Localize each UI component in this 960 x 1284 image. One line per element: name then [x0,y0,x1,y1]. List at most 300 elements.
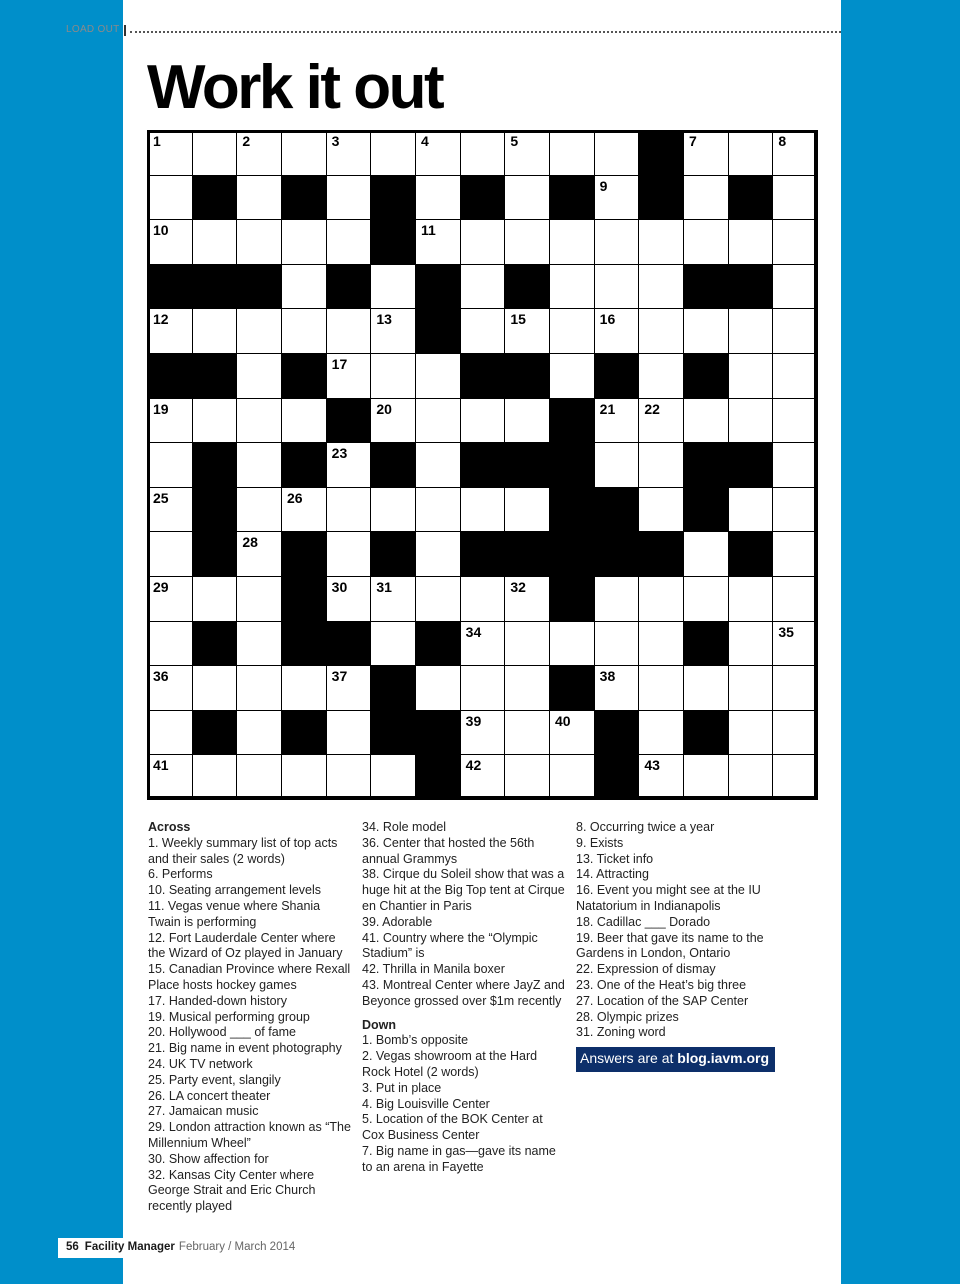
grid-block [728,531,774,577]
grid-cell[interactable] [326,175,372,221]
clue-number: 20 [376,400,392,417]
section-divider-bar [124,25,126,36]
grid-cell[interactable] [549,308,595,354]
grid-cell[interactable] [281,398,327,444]
grid-cell[interactable] [772,353,818,399]
right-accent-band [841,0,960,1284]
grid-cell[interactable] [281,665,327,711]
grid-cell[interactable] [460,665,506,711]
clue-number: 13 [376,311,392,328]
grid-cell[interactable] [638,487,684,533]
grid-cell[interactable] [192,219,238,265]
clue-number: 41 [153,757,169,774]
grid-cell[interactable] [415,353,461,399]
grid-block [326,621,372,667]
grid-cell[interactable] [638,353,684,399]
grid-cell[interactable] [326,130,372,176]
grid-block [326,264,372,310]
grid-block [415,308,461,354]
grid-cell[interactable] [772,576,818,622]
across-clue: 38. Cirque du Soleil show that was a huge hit at the Big Top tent at Cirque en Chantier in Paris [362,867,565,913]
clue-number: 10 [153,222,169,239]
clue-number: 4 [421,133,429,149]
across-clue: 42. Thrilla in Manila boxer [362,962,505,977]
grid-cell[interactable] [415,219,461,265]
clues-column-1 [148,820,353,1215]
across-clue: 25. Party event, slangily [148,1072,281,1087]
grid-block [415,754,461,800]
down-clue: 13. Ticket info [576,851,654,866]
across-clue: 36. Center that hosted the 56th annual Grammys [362,835,535,866]
grid-cell[interactable] [147,621,193,667]
grid-block [192,621,238,667]
grid-block [326,398,372,444]
grid-cell[interactable] [415,576,461,622]
down-clue: 4. Big Louisville Center [362,1096,490,1111]
grid-cell[interactable] [594,175,640,221]
clue-number: 29 [153,579,169,595]
grid-cell[interactable] [147,531,193,577]
across-clue: 19. Musical performing group [148,1009,310,1024]
clue-number: 16 [599,311,616,328]
clue-number: 11 [421,222,436,239]
grid-cell[interactable] [326,219,372,265]
grid-cell[interactable] [415,531,461,577]
grid-cell[interactable] [281,130,327,176]
clue-number: 12 [153,311,169,328]
grid-cell[interactable] [370,398,416,444]
grid-block [460,531,506,577]
grid-cell[interactable] [549,754,595,800]
across-clue: 43. Montreal Center where JayZ and Beyonce grossed over $1m recently [362,977,565,1008]
grid-cell[interactable] [460,308,506,354]
across-clue: 15. Canadian Province where Rexall Place hosts hockey games [148,962,351,992]
grid-cell[interactable] [370,754,416,800]
clue-number: 42 [465,757,482,774]
grid-cell[interactable] [415,175,461,221]
grid-cell[interactable] [326,442,372,488]
down-heading: Down [362,1017,397,1032]
grid-block [504,353,550,399]
grid-cell[interactable] [460,576,506,622]
grid-cell[interactable] [460,398,506,444]
grid-cell[interactable] [281,308,327,354]
grid-cell[interactable] [638,308,684,354]
clues-column-2 [362,820,567,1176]
grid-block [460,353,506,399]
grid-cell[interactable] [772,219,818,265]
grid-block [415,710,461,756]
grid-block [192,175,238,221]
clue-number: 31 [376,579,392,595]
across-clue: 24. UK TV network [148,1056,253,1071]
grid-cell[interactable] [728,621,774,667]
grid-cell[interactable] [192,308,238,354]
grid-cell[interactable] [236,754,282,800]
down-clue: 3. Put in place [362,1080,442,1095]
grid-cell[interactable] [147,487,193,533]
grid-cell[interactable] [370,353,416,399]
down-clue: 18. Cadillac ___ Dorado [576,914,711,929]
grid-block [504,264,550,310]
grid-cell[interactable] [594,308,640,354]
grid-block [638,175,684,221]
down-clue: 8. Occurring twice a year [576,820,715,834]
grid-cell[interactable] [728,754,774,800]
grid-cell[interactable] [370,487,416,533]
down-clue: 23. One of the Heat’s big three [576,977,747,992]
grid-cell[interactable] [370,264,416,310]
grid-cell[interactable] [772,754,818,800]
grid-cell[interactable] [281,754,327,800]
across-clue: 27. Jamaican music [148,1104,259,1119]
grid-cell[interactable] [504,576,550,622]
clue-number: 9 [599,177,608,194]
grid-cell[interactable] [772,665,818,711]
across-heading: Across [148,820,191,834]
grid-block [683,710,729,756]
grid-cell[interactable] [504,130,550,176]
grid-block [683,353,729,399]
grid-block [549,665,595,711]
grid-block [594,487,640,533]
grid-cell[interactable] [460,621,506,667]
grid-cell[interactable] [236,621,282,667]
grid-block [192,710,238,756]
grid-cell[interactable] [549,621,595,667]
grid-block [549,576,595,622]
grid-cell[interactable] [549,353,595,399]
grid-block [683,442,729,488]
down-clue: 14. Attracting [576,867,649,882]
grid-cell[interactable] [147,710,193,756]
grid-cell[interactable] [147,130,193,176]
grid-cell[interactable] [236,219,282,265]
across-clue: 26. LA concert theater [148,1088,271,1103]
grid-cell[interactable] [638,665,684,711]
across-clue: 17. Handed-down history [148,993,287,1008]
grid-cell[interactable] [683,130,729,176]
clue-number: 17 [331,356,348,372]
grid-cell[interactable] [683,398,729,444]
grid-block [549,442,595,488]
grid-cell[interactable] [594,130,640,176]
grid-block [281,353,327,399]
grid-cell[interactable] [236,175,282,221]
clue-number: 37 [331,668,348,685]
grid-cell[interactable] [192,754,238,800]
across-clue: 34. Role model [362,820,447,834]
grid-cell[interactable] [549,710,595,756]
grid-cell[interactable] [415,442,461,488]
grid-cell[interactable] [504,398,550,444]
grid-cell[interactable] [236,531,282,577]
grid-cell[interactable] [236,710,282,756]
grid-cell[interactable] [236,576,282,622]
grid-cell[interactable] [504,308,550,354]
grid-block [192,531,238,577]
clue-number: 15 [510,311,526,328]
grid-cell[interactable] [370,621,416,667]
grid-cell[interactable] [236,398,282,444]
down-clue: 22. Expression of dismay [576,962,716,977]
grid-cell[interactable] [415,487,461,533]
grid-cell[interactable] [415,398,461,444]
grid-block [638,130,684,176]
grid-block [594,710,640,756]
answers-link-box[interactable] [576,1047,775,1072]
grid-cell[interactable] [460,219,506,265]
grid-cell[interactable] [460,264,506,310]
clue-number: 30 [331,579,348,595]
grid-cell[interactable] [236,130,282,176]
grid-block [683,621,729,667]
across-clue: 1. Weekly summary list of top acts and their sales (2 words) [148,835,338,866]
grid-cell[interactable] [281,219,327,265]
grid-cell[interactable] [192,665,238,711]
grid-cell[interactable] [638,621,684,667]
grid-cell[interactable] [460,130,506,176]
grid-cell[interactable] [594,665,640,711]
down-clue-list-continued [576,820,781,1041]
grid-cell[interactable] [326,710,372,756]
grid-block [281,621,327,667]
grid-cell[interactable] [594,442,640,488]
grid-cell[interactable] [594,398,640,444]
grid-cell[interactable] [638,398,684,444]
grid-cell[interactable] [370,130,416,176]
grid-block [549,531,595,577]
grid-cell[interactable] [281,264,327,310]
grid-block [370,442,416,488]
grid-cell[interactable] [326,754,372,800]
grid-block [460,175,506,221]
grid-cell[interactable] [236,353,282,399]
grid-block [281,576,327,622]
clue-number: 19 [153,400,169,417]
grid-cell[interactable] [147,308,193,354]
grid-cell[interactable] [728,130,774,176]
grid-block [281,710,327,756]
across-clue: 12. Fort Lauderdale Center where the Wizard of Oz played in January [148,930,343,961]
dotted-rule [130,31,841,33]
grid-cell[interactable] [728,219,774,265]
grid-cell[interactable] [638,710,684,756]
grid-block [236,264,282,310]
clue-number: 3 [331,133,340,149]
clue-number: 21 [599,400,616,417]
across-clue: 32. Kansas City Center where George Strait and Eric Church recently played [148,1167,316,1214]
clue-number: 1 [153,133,161,149]
grid-cell[interactable] [326,308,372,354]
grid-cell[interactable] [638,754,684,800]
down-clue: 19. Beer that gave its name to the Gardens in London, Ontario [576,930,764,961]
grid-cell[interactable] [504,710,550,756]
grid-cell[interactable] [772,398,818,444]
grid-cell[interactable] [147,442,193,488]
grid-cell[interactable] [683,175,729,221]
grid-block [370,175,416,221]
grid-cell[interactable] [504,487,550,533]
grid-cell[interactable] [236,665,282,711]
grid-block [147,353,193,399]
grid-cell[interactable] [504,754,550,800]
grid-cell[interactable] [281,487,327,533]
grid-cell[interactable] [772,710,818,756]
grid-block [415,264,461,310]
grid-cell[interactable] [638,442,684,488]
grid-cell[interactable] [326,487,372,533]
grid-cell[interactable] [415,130,461,176]
grid-block [683,487,729,533]
grid-cell[interactable] [638,264,684,310]
grid-cell[interactable] [192,576,238,622]
clue-number: 40 [555,712,571,729]
grid-cell[interactable] [370,308,416,354]
across-clue: 11. Vegas venue where Shania Twain is performing [148,898,321,929]
grid-cell[interactable] [147,398,193,444]
grid-cell[interactable] [772,175,818,221]
grid-cell[interactable] [236,442,282,488]
grid-block [549,398,595,444]
clue-number: 28 [242,534,258,551]
grid-cell[interactable] [504,621,550,667]
down-clue: 2. Vegas showroom at the Hard Rock Hotel (2 words) [362,1049,538,1079]
answers-prefix: Answers are at [580,1050,678,1067]
grid-block [281,531,327,577]
grid-cell[interactable] [147,665,193,711]
grid-cell[interactable] [326,353,372,399]
grid-block [415,621,461,667]
grid-cell[interactable] [415,665,461,711]
grid-cell[interactable] [683,754,729,800]
across-clue: 6. Performs [148,867,213,882]
grid-cell[interactable] [594,576,640,622]
grid-cell[interactable] [772,487,818,533]
grid-cell[interactable] [683,576,729,622]
grid-cell[interactable] [192,398,238,444]
grid-cell[interactable] [683,219,729,265]
grid-cell[interactable] [728,487,774,533]
down-clue-list [362,1033,567,1175]
grid-cell[interactable] [772,621,818,667]
grid-cell[interactable] [728,398,774,444]
issue-date: February / March 2014 [178,1241,296,1253]
grid-cell[interactable] [728,665,774,711]
grid-cell[interactable] [728,576,774,622]
grid-cell[interactable] [192,130,238,176]
grid-cell[interactable] [728,353,774,399]
down-clue: 1. Bomb’s opposite [362,1033,469,1048]
across-clue: 21. Big name in event photography [148,1041,342,1056]
across-clue-list-continued [362,820,567,1010]
clue-number: 2 [242,133,251,149]
grid-block [594,754,640,800]
across-clue: 29. London attraction known as “The Millennium Wheel” [148,1120,351,1150]
answers-url[interactable]: blog.iavm.org [677,1050,770,1067]
grid-cell[interactable] [772,531,818,577]
grid-cell[interactable] [326,665,372,711]
grid-cell[interactable] [326,531,372,577]
grid-block [192,442,238,488]
grid-cell[interactable] [772,130,818,176]
page-number: 56 [66,1241,79,1253]
grid-cell[interactable] [236,308,282,354]
grid-block [504,442,550,488]
grid-cell[interactable] [460,710,506,756]
grid-block [549,487,595,533]
clue-number: 35 [778,623,794,640]
page-footer [58,1238,318,1258]
grid-block [594,531,640,577]
section-label: LOAD OUT [66,24,120,35]
grid-cell[interactable] [370,576,416,622]
grid-cell[interactable] [147,219,193,265]
grid-cell[interactable] [147,576,193,622]
grid-cell[interactable] [549,264,595,310]
down-clue: 31. Zoning word [576,1025,666,1040]
grid-block [370,710,416,756]
grid-cell[interactable] [460,487,506,533]
grid-cell[interactable] [683,531,729,577]
grid-cell[interactable] [772,442,818,488]
grid-cell[interactable] [504,219,550,265]
grid-cell[interactable] [460,754,506,800]
grid-block [192,487,238,533]
left-accent-band [0,0,123,1284]
grid-cell[interactable] [772,264,818,310]
grid-cell[interactable] [594,219,640,265]
grid-cell[interactable] [147,175,193,221]
grid-cell[interactable] [236,487,282,533]
grid-cell[interactable] [728,308,774,354]
across-clue: 10. Seating arrangement levels [148,883,322,898]
clue-number: 34 [465,623,482,640]
grid-cell[interactable] [638,219,684,265]
across-clue: 20. Hollywood ___ of fame [148,1025,297,1040]
grid-block [728,442,774,488]
clue-number: 36 [153,668,169,685]
grid-cell[interactable] [594,264,640,310]
grid-cell[interactable] [728,710,774,756]
grid-block [192,353,238,399]
grid-block [728,175,774,221]
grid-cell[interactable] [772,308,818,354]
clue-number: 39 [465,712,482,729]
across-clue: 39. Adorable [362,914,433,929]
clue-number: 32 [510,579,526,595]
down-clue: 7. Big name in gas—gave its name to an arena in Fayette [362,1143,556,1174]
grid-cell[interactable] [594,621,640,667]
grid-block [460,442,506,488]
grid-cell[interactable] [683,665,729,711]
grid-cell[interactable] [638,576,684,622]
down-clue: 28. Olympic prizes [576,1009,679,1024]
across-clue-list [148,836,353,1215]
grid-cell[interactable] [326,576,372,622]
grid-cell[interactable] [683,308,729,354]
grid-cell[interactable] [504,175,550,221]
grid-block [147,264,193,310]
grid-cell[interactable] [549,130,595,176]
grid-block [638,531,684,577]
grid-cell[interactable] [549,219,595,265]
down-clue: 5. Location of the BOK Center at Cox Business Center [362,1112,543,1143]
grid-cell[interactable] [147,754,193,800]
crossword-grid [147,130,817,799]
grid-cell[interactable] [504,665,550,711]
grid-block [370,665,416,711]
